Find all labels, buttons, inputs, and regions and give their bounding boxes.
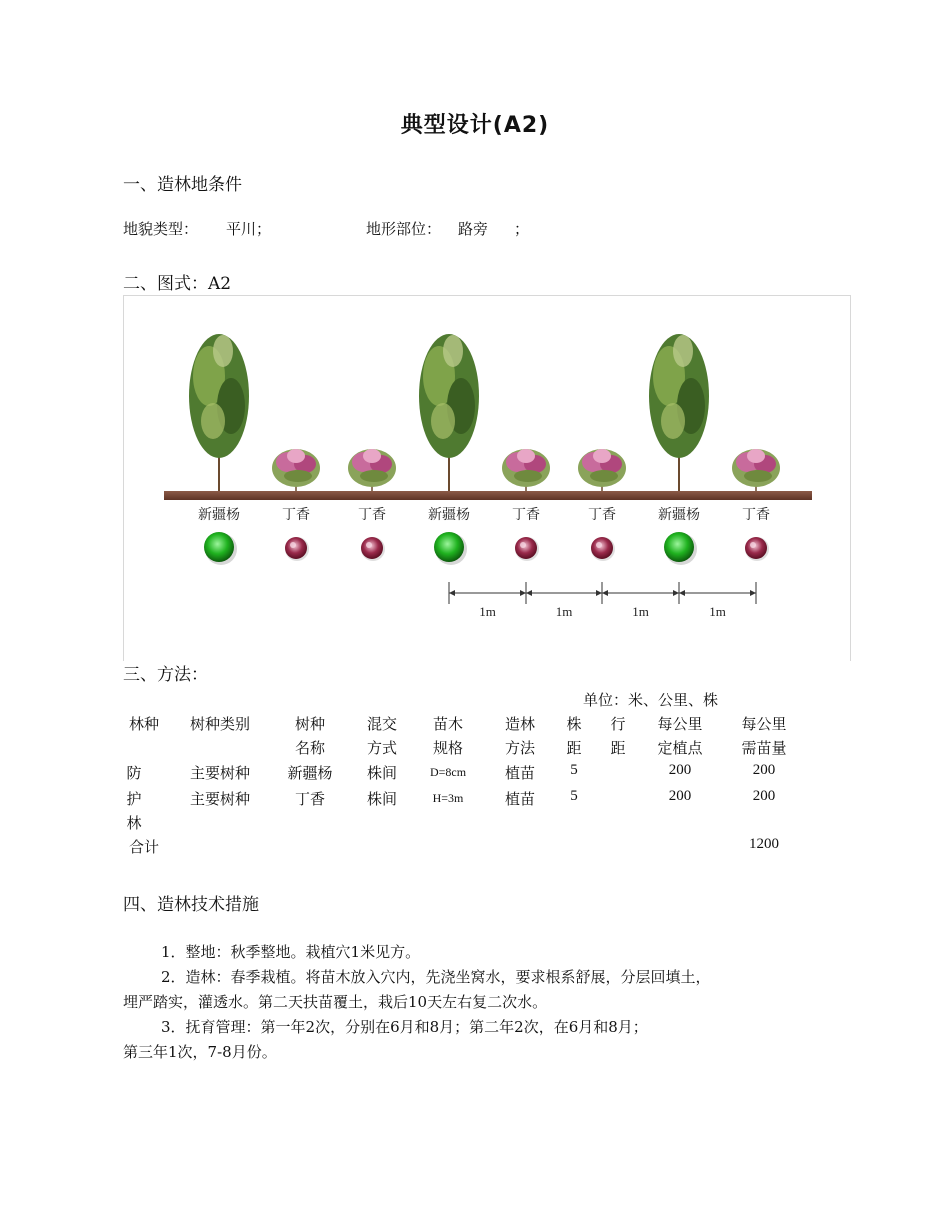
- page-title: 典型设计(A2): [400, 113, 550, 138]
- landform-label: 地貌类型：: [123, 220, 199, 238]
- spacing-label: 1m: [555, 604, 573, 619]
- table-header-line2: 方法: [504, 739, 535, 757]
- ground-strip: [164, 491, 812, 500]
- tree-plan-symbol: [434, 532, 464, 562]
- table-cell-method: 植苗: [504, 764, 535, 782]
- poplar-tree-icon: [649, 334, 709, 491]
- table-cell-seedlings: 200: [752, 788, 776, 804]
- shrub-plan-symbol: [515, 537, 537, 559]
- dimension-arrow: [679, 590, 685, 596]
- table-cell-spec: D=8cm: [429, 765, 467, 779]
- section1-heading: 一、造林地条件: [123, 175, 242, 195]
- plant-label: 丁香: [282, 507, 310, 523]
- table-header-line2: 距: [610, 739, 626, 757]
- table-cell-plant-spacing: 5: [570, 788, 578, 804]
- spacing-label: 1m: [709, 604, 726, 619]
- lilac-shrub-icon: [578, 449, 626, 491]
- table-cell-mix: 株间: [366, 790, 397, 808]
- tree-plan-symbol: [204, 532, 234, 562]
- table-header-line1: 树种类别: [189, 715, 250, 733]
- lilac-shrub-icon: [732, 449, 780, 491]
- measure-item-2-cont: 埋严踏实，灌透水。第二天扶苗覆土，栽后10天左右复二次水。: [123, 993, 548, 1011]
- table-cell-points: 200: [668, 788, 692, 804]
- table-cell-category: 主要树种: [189, 764, 250, 782]
- unit-label: 单位：米、公里、株: [583, 691, 719, 709]
- section2-heading: 二、图式：A2: [123, 274, 232, 294]
- table-header-line2: 规格: [432, 739, 463, 757]
- table-header-line1: 每公里: [741, 715, 787, 733]
- shrub-symbol-highlight: [366, 542, 372, 548]
- dimension-arrow: [673, 590, 679, 596]
- table-header-line1: 树种: [294, 715, 325, 733]
- shrub-symbol-highlight: [750, 542, 756, 548]
- lilac-shrub-icon: [502, 449, 550, 491]
- table-header-line1: 行: [610, 715, 626, 733]
- plant-label: 新疆杨: [428, 507, 470, 523]
- total-value: 1200: [749, 836, 779, 852]
- plant-label: 丁香: [588, 507, 616, 523]
- table-cell-species: 丁香: [294, 790, 325, 808]
- shrub-symbol-highlight: [596, 542, 602, 548]
- shrub-symbol-highlight: [290, 542, 296, 548]
- table-cell-points: 200: [668, 762, 692, 778]
- section4-heading: 四、造林技术措施: [123, 895, 259, 915]
- shrub-plan-symbol: [591, 537, 613, 559]
- lilac-shrub-icon: [272, 449, 320, 491]
- table-cell-spec: H=3m: [432, 791, 464, 805]
- table-header-line1: 株: [566, 715, 582, 733]
- dimension-arrow: [596, 590, 602, 596]
- plant-label: 新疆杨: [658, 507, 700, 523]
- poplar-tree-icon: [189, 334, 249, 491]
- landform-value: 平川；: [226, 220, 272, 238]
- table-header-line1: 每公里: [657, 715, 703, 733]
- plant-label: 丁香: [512, 507, 540, 523]
- dimension-arrow: [602, 590, 608, 596]
- lilac-shrub-icon: [348, 449, 396, 491]
- plant-label: 丁香: [742, 507, 770, 523]
- table-header-line2: 定植点: [657, 739, 703, 757]
- table-header-line2: 名称: [294, 739, 325, 757]
- table-cell-seedlings: 200: [752, 762, 776, 778]
- poplar-tree-icon: [419, 334, 479, 491]
- measure-item-1: 1．整地：秋季整地。栽植穴1米见方。: [161, 943, 421, 961]
- dimension-arrow: [750, 590, 756, 596]
- table-header-line1: 苗木: [432, 715, 463, 733]
- table-cell-mix: 株间: [366, 764, 397, 782]
- tree-plan-symbol: [664, 532, 694, 562]
- shrub-plan-symbol: [285, 537, 307, 559]
- section3-heading: 三、方法：: [123, 665, 208, 685]
- forest-type-char: 林: [126, 814, 142, 832]
- table-cell-method: 植苗: [504, 790, 535, 808]
- spacing-label: 1m: [479, 604, 496, 619]
- position-value: 路旁: [458, 220, 489, 238]
- shrub-plan-symbol: [361, 537, 383, 559]
- table-header-line1: 造林: [504, 715, 535, 733]
- table-header-line2: 距: [566, 739, 582, 757]
- planting-diagram: [123, 295, 851, 661]
- spacing-label: 1m: [632, 604, 649, 619]
- position-label: 地形部位：: [366, 220, 442, 238]
- plant-label: 丁香: [358, 507, 386, 523]
- position-end: ；: [514, 220, 530, 238]
- shrub-symbol-highlight: [520, 542, 526, 548]
- forest-type-char: 防: [126, 764, 142, 782]
- table-header-line2: 需苗量: [741, 739, 787, 757]
- measure-item-3: 3．抚育管理：第一年2次，分别在6月和8月；第二年2次，在6月和8月；: [161, 1018, 648, 1036]
- forest-type-char: 护: [126, 790, 142, 808]
- dimension-arrow: [526, 590, 532, 596]
- shrub-plan-symbol: [745, 537, 767, 559]
- dimension-arrow: [449, 590, 455, 596]
- table-header-line1: 混交: [366, 715, 397, 733]
- dimension-arrow: [520, 590, 526, 596]
- measure-item-3-cont: 第三年1次，7-8月份。: [123, 1043, 277, 1061]
- table-cell-plant-spacing: 5: [570, 762, 578, 778]
- plant-label: 新疆杨: [198, 507, 240, 523]
- table-header-line1: 林种: [128, 715, 159, 733]
- measure-item-2: 2．造林：春季栽植。将苗木放入穴内，先浇坐窝水，要求根系舒展，分层回填土，: [161, 968, 711, 986]
- table-cell-category: 主要树种: [189, 790, 250, 808]
- table-header-line2: 方式: [366, 739, 397, 757]
- table-cell-species: 新疆杨: [287, 764, 333, 782]
- total-label: 合计: [128, 838, 159, 856]
